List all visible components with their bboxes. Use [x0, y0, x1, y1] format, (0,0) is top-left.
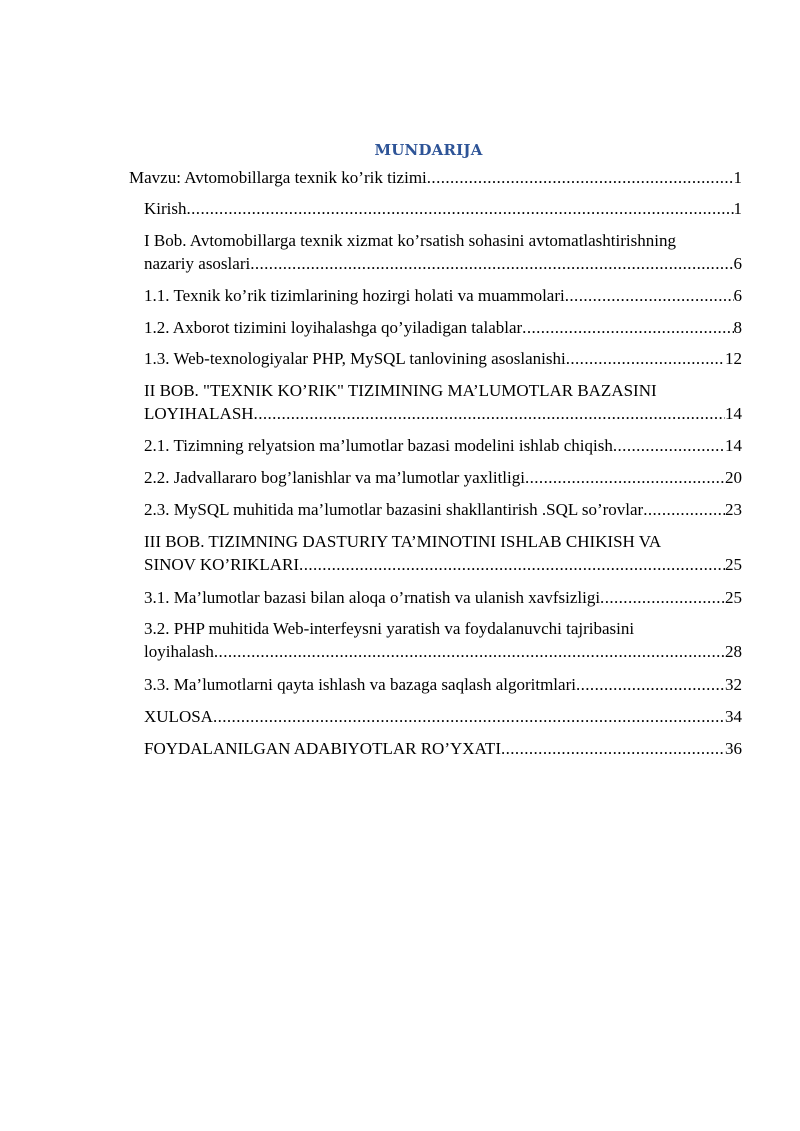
toc-entry[interactable] — [144, 498, 742, 521]
toc-leader-dots — [643, 498, 725, 521]
toc-entry[interactable] — [144, 705, 742, 728]
toc-entry-text: 1.1. Texnik ko’rik tizimlarining hozirgi holati va muammolari — [144, 286, 565, 305]
toc-entry[interactable] — [129, 166, 742, 189]
toc-page-number: 6 — [733, 286, 742, 305]
toc-page-number: 1 — [733, 168, 742, 187]
toc-entry-text: 2.1. Tizimning relyatsion ma’lumotlar bazasi modelini ishlab chiqish — [144, 436, 613, 455]
toc-page-number: 6 — [733, 254, 742, 273]
toc-entry[interactable] — [144, 673, 742, 696]
toc-page-number: 14 — [725, 404, 742, 423]
toc-leader-dots — [565, 284, 734, 307]
toc-leader-dots — [576, 673, 725, 696]
toc-entry-text: 2.2. Jadvallararo bog’lanishlar va ma’lumotlar yaxlitligi — [144, 468, 525, 487]
toc-entry-text: 1.2. Axborot tizimini loyihalashga qo’yiladigan talablar — [144, 318, 523, 337]
toc-page-number: 28 — [725, 642, 742, 661]
toc-entry[interactable] — [144, 347, 742, 370]
toc-entry[interactable] — [144, 434, 742, 457]
toc-entry[interactable] — [144, 530, 742, 576]
toc-leader-dots — [501, 737, 725, 760]
toc-entry[interactable] — [144, 316, 742, 339]
toc-entry-text: Kirish — [144, 199, 187, 218]
toc-leader-dots — [427, 166, 734, 189]
toc-entry-text: Mavzu: Avtomobillarga texnik ko’rik tizimi — [129, 168, 427, 187]
toc-page-number: 20 — [725, 468, 742, 487]
toc-entry[interactable] — [144, 737, 742, 760]
toc-entry[interactable] — [144, 466, 742, 489]
toc-entry-text-line1: II BOB. "TEXNIK KO’RIK" TIZIMINING MA’LUMOTLAR BAZASINI — [144, 381, 657, 400]
toc-entry-text: 3.1. Ma’lumotlar bazasi bilan aloqa o’rnatish va ulanish xavfsizligi — [144, 588, 601, 607]
toc-page-number: 25 — [725, 588, 742, 607]
toc-leader-dots — [522, 316, 733, 339]
toc-page-number: 23 — [725, 500, 742, 519]
toc-entry-text: XULOSA — [144, 707, 213, 726]
toc-entry-text-line1: 3.2. PHP muhitida Web-interfeysni yaratish va foydalanuvchi tajribasini — [144, 619, 635, 638]
toc-page-number: 8 — [733, 318, 742, 337]
toc-leader-dots — [214, 640, 725, 663]
toc-entry-text-line1: III BOB. TIZIMNING DASTURIY TA’MINOTINI ISHLAB CHIKISH VA — [144, 532, 662, 551]
toc-leader-dots — [254, 402, 725, 425]
toc-page-number: 1 — [733, 199, 742, 218]
toc-entry-text: FOYDALANILGAN ADABIYOTLAR RO’YXATI — [144, 739, 501, 758]
toc-leader-dots — [566, 347, 725, 370]
toc-leader-dots — [250, 252, 733, 275]
toc-entry[interactable] — [144, 617, 742, 663]
toc-entry-text-line1: I Bob. Avtomobillarga texnik xizmat ko’rsatish sohasini avtomatlashtirishning — [144, 231, 676, 250]
toc-entry[interactable] — [144, 586, 742, 609]
toc-title: MUNDARIJA — [374, 141, 483, 159]
toc-entry-text: 1.3. Web-texnologiyalar PHP, MySQL tanlovining asoslanishi — [144, 349, 566, 368]
toc-leader-dots — [525, 466, 725, 489]
toc-entry[interactable] — [144, 379, 742, 425]
toc-page-number: 12 — [725, 349, 742, 368]
toc-entry-text: LOYIHALASH — [144, 404, 254, 423]
toc-leader-dots — [613, 434, 725, 457]
toc-page-number: 32 — [725, 675, 742, 694]
toc-page-number: 25 — [725, 555, 742, 574]
toc-page-number: 34 — [725, 707, 742, 726]
toc-entry-text: loyihalash — [144, 642, 214, 661]
toc-entry[interactable] — [144, 229, 742, 275]
toc-page-number: 14 — [725, 436, 742, 455]
toc-entry-text: SINOV KO’RIKLARI — [144, 555, 300, 574]
toc-entry[interactable] — [144, 197, 742, 220]
toc-entry[interactable] — [144, 284, 742, 307]
toc-entry-text: nazariy asoslari — [144, 254, 251, 273]
toc-entry-text: 2.3. MySQL muhitida ma’lumotlar bazasini shakllantirish .SQL so’rovlar — [144, 500, 644, 519]
toc-page-number: 36 — [725, 739, 742, 758]
toc-leader-dots — [213, 705, 725, 728]
toc-leader-dots — [600, 586, 725, 609]
toc-leader-dots — [187, 197, 734, 220]
toc-leader-dots — [299, 553, 725, 576]
toc-entry-text: 3.3. Ma’lumotlarni qayta ishlash va bazaga saqlash algoritmlari — [144, 675, 576, 694]
